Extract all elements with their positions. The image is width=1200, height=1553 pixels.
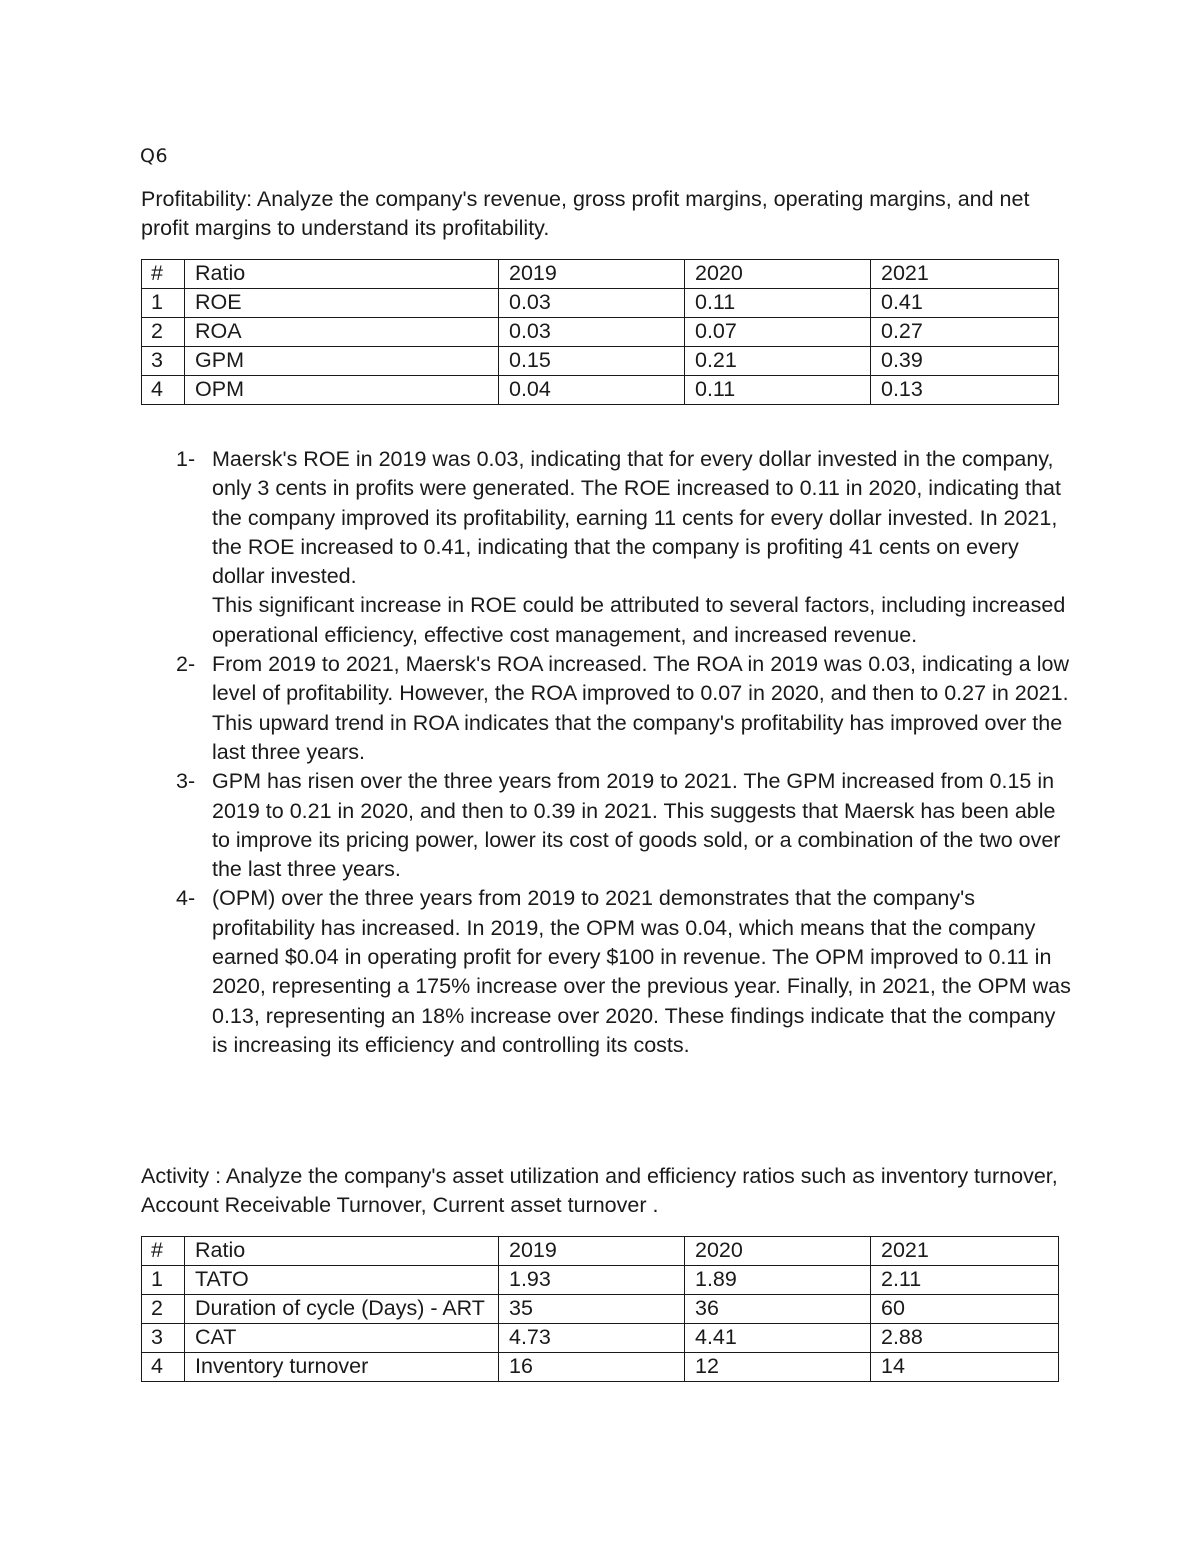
row-number: 1: [142, 1266, 185, 1295]
header-cell: 2020: [685, 1237, 871, 1266]
value-2020: 0.07: [685, 318, 871, 347]
row-number: 4: [142, 1353, 185, 1382]
value-2019: 35: [499, 1295, 685, 1324]
value-2020: 4.41: [685, 1324, 871, 1353]
value-2021: 14: [871, 1353, 1059, 1382]
row-number: 2: [142, 318, 185, 347]
activity-intro: Activity : Analyze the company's asset utilization and efficiency ratios such as inventory turnover, Account Receivable Turnover, Current asset turnover .: [141, 1164, 1058, 1217]
value-2021: 60: [871, 1295, 1059, 1324]
list-item: [176, 884, 1072, 1060]
header-cell: 2019: [499, 260, 685, 289]
value-2019: 0.03: [499, 289, 685, 318]
table-header-row: [142, 1237, 1059, 1266]
table-row: [142, 289, 1059, 318]
value-2020: 36: [685, 1295, 871, 1324]
row-number: 1: [142, 289, 185, 318]
finding-text: Maersk's ROE in 2019 was 0.03, indicating that for every dollar invested in the company, only 3 cents in profits were generated. The ROE increased to 0.11 in 2020, indicating that the company improved its profitability, earning 11 cents for every dollar invested. In 2021, the ROE increased to 0.41, indicating that the company is profiting 41 cents on every dollar invested.: [212, 447, 1061, 589]
value-2019: 1.93: [499, 1266, 685, 1295]
header-cell: 2019: [499, 1237, 685, 1266]
profitability-table: [141, 259, 1059, 405]
value-2020: 0.11: [685, 289, 871, 318]
list-marker: 2-: [176, 652, 196, 677]
table-row: [142, 1295, 1059, 1324]
table-row: [142, 376, 1059, 405]
value-2019: 16: [499, 1353, 685, 1382]
list-item: [176, 650, 1072, 767]
value-2021: 2.88: [871, 1324, 1059, 1353]
findings-list: [176, 445, 1072, 1060]
list-item: [176, 445, 1072, 650]
value-2019: 0.03: [499, 318, 685, 347]
value-2021: 0.27: [871, 318, 1059, 347]
row-number: 3: [142, 1324, 185, 1353]
header-cell: #: [142, 260, 185, 289]
ratio-name: ROA: [185, 318, 499, 347]
finding-text: From 2019 to 2021, Maersk's ROA increased. The ROA in 2019 was 0.03, indicating a low level of profitability. However, the ROA improved to 0.07 in 2020, and then to 0.27 in 2021. This upward trend in ROA indicates that the company's profitability has improved over the last three years.: [212, 652, 1069, 764]
value-2019: 4.73: [499, 1324, 685, 1353]
value-2020: 1.89: [685, 1266, 871, 1295]
list-marker: 3-: [176, 769, 196, 794]
header-cell: 2021: [871, 260, 1059, 289]
ratio-name: TATO: [185, 1266, 499, 1295]
value-2019: 0.15: [499, 347, 685, 376]
table-row: [142, 1353, 1059, 1382]
value-2021: 0.39: [871, 347, 1059, 376]
ratio-name: GPM: [185, 347, 499, 376]
value-2019: 0.04: [499, 376, 685, 405]
row-number: 4: [142, 376, 185, 405]
table-row: [142, 1266, 1059, 1295]
activity-table: [141, 1236, 1059, 1382]
row-number: 3: [142, 347, 185, 376]
list-marker: 4-: [176, 886, 196, 911]
header-cell: #: [142, 1237, 185, 1266]
value-2020: 0.11: [685, 376, 871, 405]
list-marker: 1-: [176, 447, 196, 471]
ratio-name: Duration of cycle (Days) - ART: [185, 1295, 499, 1324]
header-cell: 2021: [871, 1237, 1059, 1266]
ratio-name: OPM: [185, 376, 499, 405]
list-item: [176, 767, 1072, 884]
profitability-intro: Profitability: Analyze the company's revenue, gross profit margins, operating margins, and net profit margins to understand its profitability.: [141, 187, 1030, 240]
value-2020: 12: [685, 1353, 871, 1382]
header-cell: Ratio: [185, 1237, 499, 1266]
question-label: Q6: [140, 145, 169, 167]
ratio-name: ROE: [185, 289, 499, 318]
table-row: [142, 1324, 1059, 1353]
value-2021: 0.41: [871, 289, 1059, 318]
table-row: [142, 318, 1059, 347]
finding-text: (OPM) over the three years from 2019 to 2021 demonstrates that the company's profitability has increased. In 2019, the OPM was 0.04, which means that the company earned $0.04 in operating profit for every $100 in revenue. The OPM improved to 0.11 in 2020, representing a 175% increase over the previous year. Finally, in 2021, the OPM was 0.13, representing an 18% increase over 2020. These findings indicate that the company is increasing its efficiency and controlling its costs.: [212, 886, 1071, 1057]
row-number: 2: [142, 1295, 185, 1324]
value-2021: 2.11: [871, 1266, 1059, 1295]
table-row: [142, 347, 1059, 376]
finding-text: GPM has risen over the three years from 2019 to 2021. The GPM increased from 0.15 in 2019 to 0.21 in 2020, and then to 0.39 in 2021. This suggests that Maersk has been able to improve its pricing power, lower its cost of goods sold, or a combination of the two over the last three years.: [212, 769, 1061, 882]
finding-extra-text: This significant increase in ROE could be attributed to several factors, including increased operational efficiency, effective cost management, and increased revenue.: [212, 593, 1066, 647]
value-2020: 0.21: [685, 347, 871, 376]
header-cell: Ratio: [185, 260, 499, 289]
table-header-row: [142, 260, 1059, 289]
header-cell: 2020: [685, 260, 871, 289]
ratio-name: CAT: [185, 1324, 499, 1353]
ratio-name: Inventory turnover: [185, 1353, 499, 1382]
value-2021: 0.13: [871, 376, 1059, 405]
